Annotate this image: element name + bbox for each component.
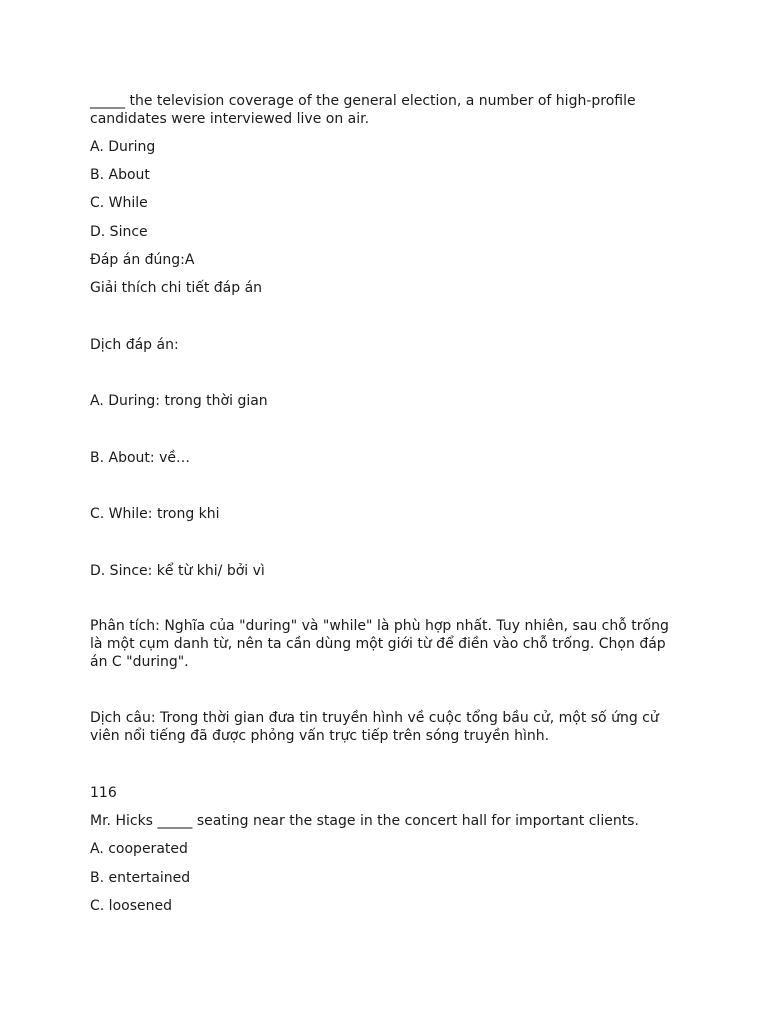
translation-b: B. About: về… [90,450,190,466]
translation-a: A. During: trong thời gian [90,393,268,409]
option-b: B. About [90,167,150,183]
question-115-text: _____ the television coverage of the general election, a number of high-profile candidates were interviewed live on air. [90,93,636,127]
sentence-translation: Dịch câu: Trong thời gian đưa tin truyền hình về cuộc tổng bầu cử, một số ứng cử viên nổi tiếng đã được phỏng vấn trực tiếp trên sóng truyền hình. [90,710,659,744]
question-116-text: Mr. Hicks _____ seating near the stage in the concert hall for important clients. [90,813,639,829]
q116-option-c: C. loosened [90,898,172,914]
q116-option-a: A. cooperated [90,841,188,857]
option-d: D. Since [90,224,148,240]
question-116-number: 116 [90,785,117,801]
option-c: C. While [90,195,148,211]
translation-d: D. Since: kể từ khi/ bởi vì [90,563,265,579]
q116-option-b: B. entertained [90,870,191,886]
explanation-heading: Giải thích chi tiết đáp án [90,280,263,296]
analysis-paragraph: Phân tích: Nghĩa của "during" và "while" là phù hợp nhất. Tuy nhiên, sau chỗ trống là một cụm danh từ, nên ta cần dùng một giới từ để điền vào chỗ trống. Chọn đáp án C "during". [90,618,669,670]
correct-answer: Đáp án đúng:A [90,252,195,268]
option-a: A. During [90,139,156,155]
translation-c: C. While: trong khi [90,506,220,522]
translation-heading: Dịch đáp án: [90,337,179,353]
